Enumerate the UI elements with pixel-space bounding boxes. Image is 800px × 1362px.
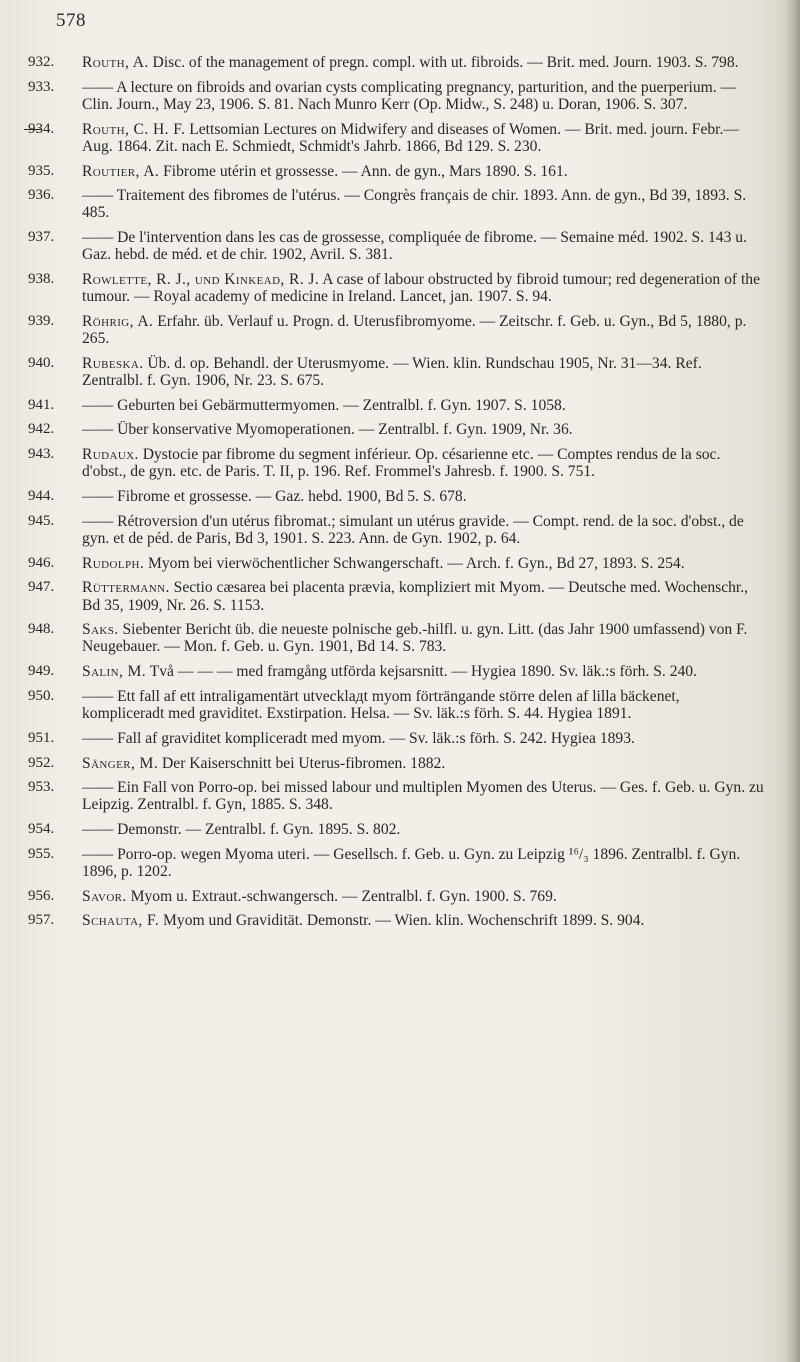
bibliography-entry	[28, 779, 764, 813]
entry-text: —— A lecture on fibroids and ovarian cysts complicating pregnancy, parturition, and the puerperium. — Clin. Journ., May 23, 1906. S. 81. Nach Munro Kerr (Op. Midw., S. 248) u. Doran, 1906. S. 307.	[82, 78, 737, 113]
entry-text: Erfahr. üb. Verlauf u. Progn. d. Uterusfibromyome. — Zeitschr. f. Geb. u. Gyn., Bd 5, 1880, p. 265.	[82, 312, 747, 348]
entry-number: 953.	[28, 779, 55, 796]
entry-number: 941.	[28, 396, 55, 413]
entry-number: 936.	[28, 187, 55, 204]
bibliography-entry	[28, 846, 764, 880]
bibliography-entry	[28, 163, 764, 180]
entry-author: Sänger, M.	[82, 754, 159, 772]
entry-number: 950.	[28, 687, 55, 704]
entry-number: 952.	[28, 754, 55, 771]
entry-number: 948.	[28, 621, 55, 638]
entry-author: Rudaux.	[82, 446, 139, 464]
entry-number: 945.	[28, 512, 55, 529]
entry-number: 934.	[28, 120, 55, 137]
entry-author: Rubeska.	[82, 354, 144, 372]
bibliography-entry	[28, 912, 764, 929]
bibliography-entry	[28, 313, 764, 347]
entry-text: —— Ett fall af ett intraligamentärt utvecklадt myom förträngande större delen af lilla bäckenet, kompliceradt med graviditet. Exstirpation. Helsa. — Sv. läk.:s förh. S. 44. Hygiea 1891.	[82, 687, 680, 723]
entry-text: Fibrome utérin et grossesse. — Ann. de gyn., Mars 1890. S. 161.	[159, 162, 568, 180]
entry-number: 932.	[28, 54, 55, 70]
entry-number: 940.	[28, 354, 55, 371]
entry-author: Röhrig, A.	[82, 312, 154, 330]
entry-author: Saks.	[82, 621, 119, 639]
entry-author: Schauta, F.	[82, 912, 160, 930]
entry-author: Rudolph.	[82, 554, 145, 572]
entry-text: Disc. of the management of pregn. compl. with ut. fibroids. — Brit. med. Journ. 1903. S. 798.	[148, 54, 739, 71]
bibliography-entry	[28, 663, 764, 680]
entry-text: —— Demonstr. — Zentralbl. f. Gyn. 1895. S. 802.	[82, 821, 401, 839]
entry-text: —— Fall af graviditet kompliceradt med myom. — Sv. läk.:s förh. S. 242. Hygiea 1893.	[82, 729, 635, 747]
entry-number: 943.	[28, 446, 55, 463]
bibliography-entry	[28, 688, 764, 722]
entry-text: —— Geburten bei Gebärmuttermyomen. — Zentralbl. f. Gyn. 1907. S. 1058.	[82, 396, 566, 414]
entry-number: 938.	[28, 271, 55, 288]
entry-text: Dystocie par fibrome du segment inférieur. Op. césarienne etc. — Comptes rendus de la soc. d'obst., de gyn. etc. de Paris. T. II, p. 196. Ref. Frommel's Jahresb. f. 1900. S. 751.	[82, 446, 721, 481]
bibliography-entry	[28, 821, 764, 838]
entry-text: Myom und Gravidität. Demonstr. — Wien. klin. Wochenschrift 1899. S. 904.	[159, 912, 645, 930]
entry-number: 954.	[28, 821, 55, 838]
entry-number: 955.	[28, 845, 55, 862]
entry-number: 947.	[28, 579, 55, 596]
entry-number: 933.	[28, 78, 55, 95]
entry-number: 951.	[28, 729, 55, 746]
bibliography-entry	[28, 730, 764, 747]
entry-text: Lettsomian Lectures on Midwifery and diseases of Women. — Brit. med. journ. Febr.—Aug. 1864. Zit. nach E. Schmiedt, Schmidt's Jahrb. 1866, Bd 129. S. 230.	[82, 120, 739, 155]
bibliography-entry	[28, 79, 764, 113]
entry-text: —— Porro-op. wegen Myoma uteri. — Gesellsch. f. Geb. u. Gyn. zu Leipzig ¹⁶/₃ 1896. Zentralbl. f. Gyn. 1896, p. 1202.	[82, 845, 741, 881]
entry-author: Routh, A.	[82, 54, 149, 71]
entry-text: Siebenter Bericht üb. die neueste polnische geb.-hilfl. u. gyn. Litt. (das Jahr 1900 umfassend) von F. Neugebauer. — Mon. f. Geb. u. Gyn. 1901, Bd 14. S. 783.	[82, 621, 748, 656]
entry-text: Myom bei vierwöchentlicher Schwangerschaft. — Arch. f. Gyn., Bd 27, 1893. S. 254.	[144, 554, 685, 572]
entry-author: Rowlette, R. J., und Kinkead, R. J.	[82, 271, 320, 289]
bibliography-entry	[28, 579, 764, 613]
bibliography-entry	[28, 555, 764, 572]
entry-number: 949.	[28, 663, 55, 680]
bibliography-entry	[28, 121, 764, 155]
entry-number: 957.	[28, 912, 55, 929]
entry-text: —— Über konservative Myomoperationen. — Zentralbl. f. Gyn. 1909, Nr. 36.	[82, 421, 573, 439]
entry-number: 946.	[28, 554, 55, 571]
entry-number: 939.	[28, 312, 55, 329]
entry-number: 956.	[28, 887, 55, 904]
entry-number: 935.	[28, 162, 55, 179]
bibliography-entry	[28, 488, 764, 505]
entry-text: Sectio cæsarea bei placenta prævia, kompliziert mit Myom. — Deutsche med. Wochenschr., Bd 35, 1909, Nr. 26. S. 1153.	[82, 579, 749, 614]
bibliography-entry	[28, 421, 764, 438]
entry-author: Routh, C. H. F.	[82, 120, 186, 138]
entry-text: —— Fibrome et grossesse. — Gaz. hebd. 1900, Bd 5. S. 678.	[82, 488, 467, 506]
entry-text: —— Ein Fall von Porro-op. bei missed labour und multiplen Myomen des Uterus. — Ges. f. Geb. u. Gyn. zu Leipzig. Zentralbl. f. Gyn, 1885. S. 348.	[82, 779, 764, 814]
page-number: 578	[56, 10, 86, 31]
entry-author: Salin, M.	[82, 663, 147, 681]
entry-text: —— Traitement des fibromes de l'utérus. — Congrès français de chir. 1893. Ann. de gyn., Bd 39, 1893. S. 485.	[82, 187, 747, 222]
entry-text: —— Rétroversion d'un utérus fibromat.; simulant un utérus gravide. — Compt. rend. de la soc. d'obst., de gyn. et de péd. de Paris, Bd 3, 1901. S. 223. Ann. de Gyn. 1902, p. 64.	[82, 512, 744, 547]
bibliography-entry	[28, 187, 764, 221]
entry-author: Savor.	[82, 887, 127, 905]
bibliography-entry	[28, 755, 764, 772]
bibliography-list	[28, 54, 764, 937]
entry-number: 944.	[28, 488, 55, 505]
bibliography-entry	[28, 513, 764, 547]
bibliography-entry	[28, 271, 764, 305]
entry-author: Rüttermann.	[82, 579, 170, 597]
bibliography-entry	[28, 229, 764, 263]
page-edge-shadow	[784, 0, 800, 1362]
entry-author: Routier, A.	[82, 162, 160, 180]
entry-text: A case of labour obstructed by fibroid tumour; red degeneration of the tumour. — Royal academy of medicine in Ireland. Lancet, jan. 1907. S. 94.	[82, 271, 761, 306]
bibliography-entry	[28, 446, 764, 480]
entry-text: Üb. d. op. Behandl. der Uterusmyome. — Wien. klin. Rundschau 1905, Nr. 31—34. Ref. Zentralbl. f. Gyn. 1906, Nr. 23. S. 675.	[82, 354, 702, 390]
bibliography-entry	[28, 397, 764, 414]
entry-number: 937.	[28, 229, 55, 246]
entry-text: Der Kaiserschnitt bei Uterus-fibromen. 1882.	[158, 754, 446, 772]
bibliography-entry	[28, 888, 764, 905]
entry-text: Myom u. Extraut.-schwangersch. — Zentralbl. f. Gyn. 1900. S. 769.	[126, 887, 557, 905]
bibliography-entry	[28, 621, 764, 655]
bibliography-entry	[28, 355, 764, 389]
entry-number: 942.	[28, 421, 55, 438]
bibliography-entry	[28, 54, 764, 71]
entry-text: —— De l'intervention dans les cas de grossesse, compliquée de fibrome. — Semaine méd. 1902. S. 143 u. Gaz. hebd. de méd. et de chir. 1902, Avril. S. 381.	[82, 229, 747, 264]
entry-text: Två — — — med framgång utförda kejsarsnitt. — Hygiea 1890. Sv. läk.:s förh. S. 240.	[146, 663, 697, 681]
